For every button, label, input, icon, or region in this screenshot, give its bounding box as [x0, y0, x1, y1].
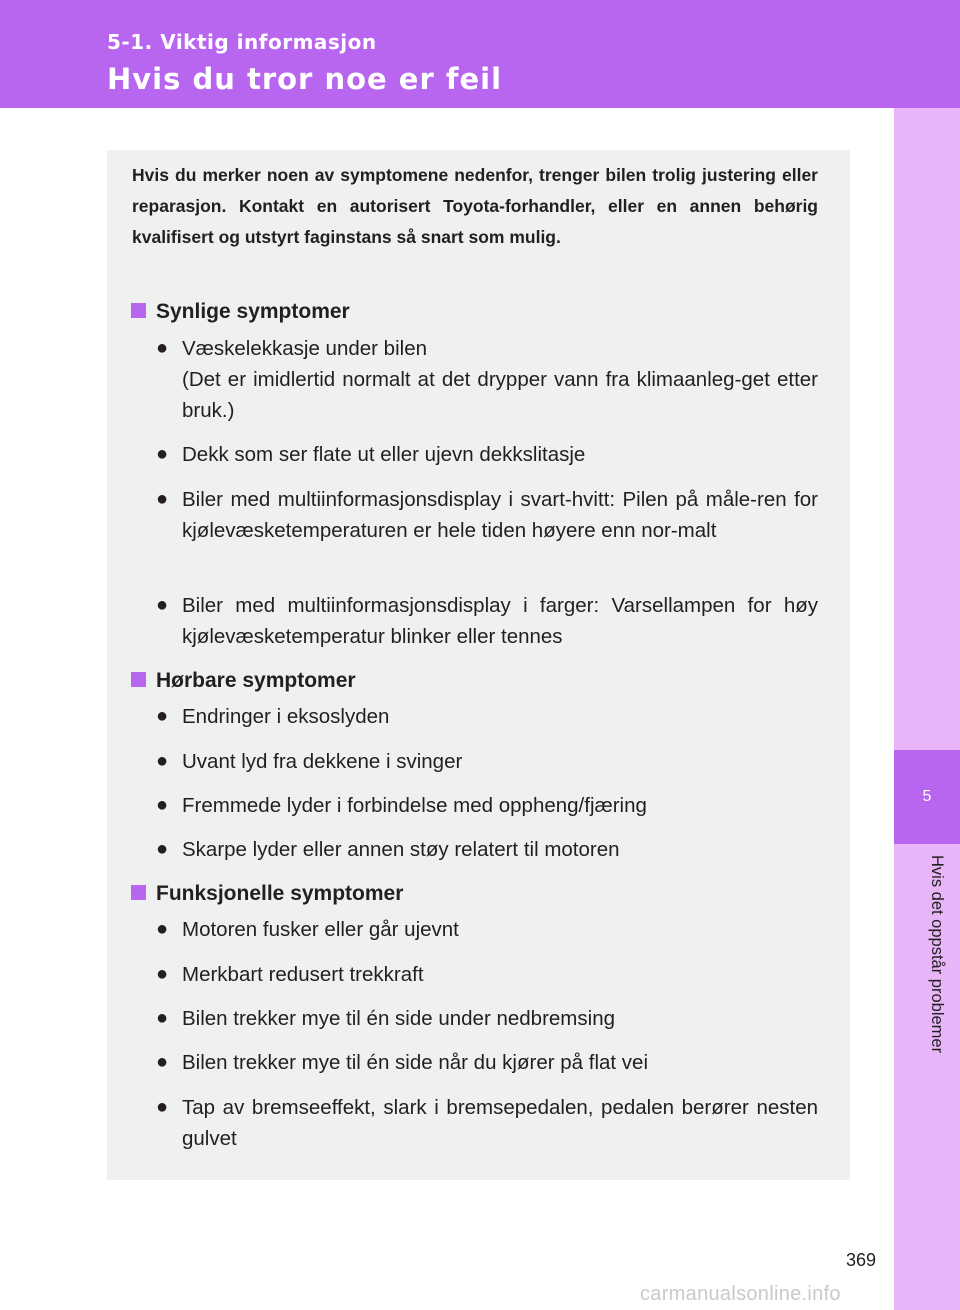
list-item-text: Væskelekkasje under bilen [182, 337, 427, 360]
bullet-icon: ● [156, 337, 169, 359]
list-item [156, 1003, 818, 1034]
list-item-text: Uvant lyd fra dekkene i svinger [182, 750, 463, 773]
intro-paragraph: Hvis du merker noen av symptomene nedenfor, trenger bilen trolig justering eller reparasjon. Kontakt en autorisert Toyota-forhandler, eller en annen behørig kvalifisert og utstyrt faginstans så snart som mulig. [132, 165, 818, 247]
list-item [156, 484, 818, 546]
list-item-text: Dekk som ser flate ut eller ujevn dekkslitasje [182, 443, 586, 466]
page-title: Hvis du tror noe er feil [107, 62, 503, 96]
list-item [156, 333, 818, 426]
list-item-text: Endringer i eksoslyden [182, 705, 390, 728]
list-item-text: Fremmede lyder i forbindelse med oppheng/fjæring [182, 794, 647, 817]
chapter-tab[interactable]: 5 [894, 750, 960, 844]
bullet-icon: ● [156, 1007, 169, 1029]
list-item-text: Biler med multiinformasjonsdisplay i svart-hvitt: Pilen på måle-ren for kjølevæsketemperaturen er hele tiden høyere enn nor-malt [182, 488, 818, 542]
list-item [156, 1047, 818, 1078]
bullet-icon: ● [156, 488, 169, 510]
list-item [156, 746, 818, 777]
section-heading-label: Hørbare symptomer [156, 669, 356, 692]
list-item-text: Merkbart redusert trekkraft [182, 963, 424, 986]
list-item [156, 914, 818, 945]
list-item [156, 439, 818, 470]
bullet-icon: ● [156, 705, 169, 727]
list-item-text: Bilen trekker mye til én side under nedbremsing [182, 1007, 615, 1030]
square-bullet-icon [131, 672, 146, 687]
bullet-icon: ● [156, 918, 169, 940]
list-item [156, 959, 818, 990]
section-heading-label: Funksjonelle symptomer [156, 882, 404, 905]
bullet-icon: ● [156, 963, 169, 985]
list-item-text: Tap av bremseeffekt, slark i bremsepedalen, pedalen berører nesten gulvet [182, 1096, 818, 1150]
list-item-text: Motoren fusker eller går ujevnt [182, 918, 459, 941]
section-heading-label: Synlige symptomer [156, 300, 350, 323]
square-bullet-icon [131, 885, 146, 900]
section-heading-visible [131, 299, 350, 325]
bullet-icon: ● [156, 750, 169, 772]
chapter-title: Hvis det oppstår problemer [928, 855, 946, 1054]
bullet-icon: ● [156, 794, 169, 816]
list-item [156, 834, 818, 865]
list-item-text: Bilen trekker mye til én side når du kjører på flat vei [182, 1051, 648, 1074]
watermark: carmanualsonline.info [640, 1283, 841, 1305]
bullet-icon: ● [156, 443, 169, 465]
section-label: 5-1. Viktig informasjon [107, 30, 377, 54]
list-item [156, 590, 818, 652]
list-item [156, 1092, 818, 1154]
list-item [156, 701, 818, 732]
section-heading-functional [131, 881, 403, 907]
list-item-text: Biler med multiinformasjonsdisplay i farger: Varsellampen for høy kjølevæsketemperatur blinker eller tennes [182, 594, 818, 648]
bullet-icon: ● [156, 594, 169, 616]
bullet-icon: ● [156, 838, 169, 860]
bullet-icon: ● [156, 1096, 169, 1118]
page-header [0, 0, 960, 108]
bullet-icon: ● [156, 1051, 169, 1073]
page-number: 369 [846, 1250, 877, 1270]
section-heading-audible [131, 668, 356, 694]
square-bullet-icon [131, 303, 146, 318]
list-item-text: Skarpe lyder eller annen støy relatert til motoren [182, 838, 620, 861]
list-item-note: (Det er imidlertid normalt at det drypper vann fra klimaanleg-get etter bruk.) [182, 368, 818, 422]
list-item [156, 790, 818, 821]
chapter-side-strip [894, 108, 960, 1310]
